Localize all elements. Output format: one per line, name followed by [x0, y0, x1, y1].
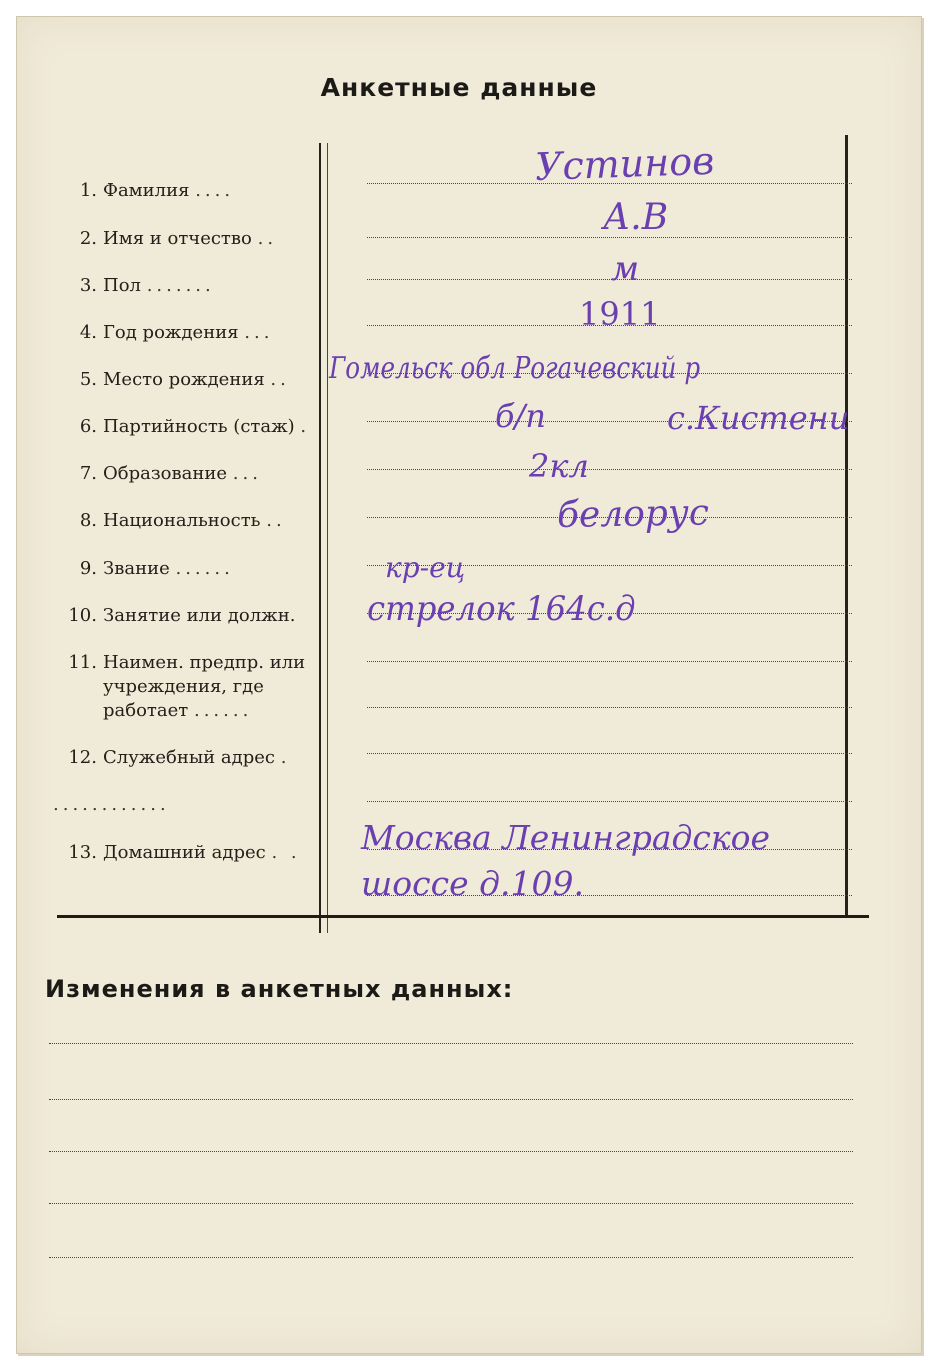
handwritten-nationality: белорус	[556, 492, 710, 536]
field-label-workplace: 11. Наимен. предпр. или учреждения, где работает ......	[68, 652, 306, 721]
section-divider	[57, 915, 869, 918]
field-label-work-address: 12. Служебный адрес .	[68, 747, 291, 768]
answer-line	[367, 661, 852, 662]
handwritten-occupation: стрелок 164с.д	[367, 589, 636, 629]
changes-line	[49, 1099, 853, 1100]
answer-line	[367, 469, 852, 470]
handwritten-party: б/п	[495, 397, 546, 435]
right-border	[845, 135, 848, 915]
field-label-nationality: 8. Национальность ..	[79, 510, 286, 531]
form-title: Анкетные данные	[320, 73, 598, 102]
answer-line	[367, 801, 852, 802]
changes-line	[49, 1203, 853, 1204]
handwritten-birthplace-village: с.Кистени	[667, 399, 850, 437]
field-label-education: 7. Образование ...	[79, 463, 262, 484]
answer-line	[367, 707, 852, 708]
handwritten-sex: м	[611, 249, 640, 289]
field-label-birth-year: 4. Год рождения ...	[79, 322, 274, 343]
changes-line	[49, 1151, 853, 1152]
handwritten-home-address: Москва Ленинградское шоссе д.109.	[361, 818, 770, 903]
handwritten-birth-year: 1911	[579, 295, 661, 333]
field-label-dots-row: ............	[53, 794, 170, 815]
field-label-occupation: 10. Занятие или должн.	[68, 605, 296, 626]
handwritten-surname: Устинов	[534, 138, 715, 189]
changes-line	[49, 1043, 853, 1044]
handwritten-initials: А.В	[603, 197, 669, 238]
field-label-home-address: 13. Домашний адрес . .	[68, 842, 301, 863]
field-label-rank: 9. Звание ......	[79, 558, 234, 579]
handwritten-birthplace: Гомельск обл Рогачевский р	[329, 351, 701, 386]
field-label-surname: 1. Фамилия ....	[79, 180, 235, 201]
field-label-birthplace: 5. Место рождения ..	[79, 369, 290, 390]
field-label-name-patronymic: 2. Имя и отчество ..	[79, 228, 278, 249]
handwritten-rank: кр-ец	[385, 551, 466, 584]
questionnaire-card	[16, 16, 922, 1354]
changes-line	[49, 1257, 853, 1258]
answer-line	[367, 753, 852, 754]
field-label-party: 6. Партийность (стаж) .	[79, 416, 311, 437]
answer-line	[367, 279, 852, 280]
changes-section-title: Изменения в анкетных данных:	[45, 975, 514, 1003]
handwritten-education: 2кл	[529, 447, 589, 485]
field-label-sex: 3. Пол .......	[79, 275, 215, 296]
